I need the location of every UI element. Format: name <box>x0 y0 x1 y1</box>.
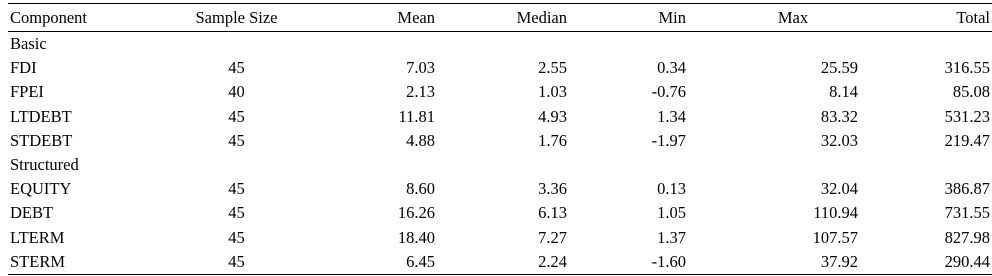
header-median: Median <box>437 4 569 32</box>
cell-total: 316.55 <box>944 58 990 78</box>
cell-sample-size: 45 <box>228 106 245 126</box>
cell-max: 83.32 <box>820 106 858 126</box>
cell-component: LTERM <box>10 227 65 247</box>
cell-median: 2.24 <box>437 250 569 275</box>
group-header-row <box>8 153 992 177</box>
cell-median: 6.13 <box>538 203 567 223</box>
table-body <box>8 32 992 275</box>
cell-component: LTDEBT <box>10 106 72 126</box>
cell-total: 386.87 <box>944 179 990 199</box>
cell-max: 37.92 <box>688 250 860 275</box>
cell-min: -1.60 <box>569 250 688 275</box>
cell-max: 107.57 <box>812 227 858 247</box>
table-row <box>8 56 992 80</box>
header-max: Max <box>688 4 860 32</box>
cell-mean: 6.45 <box>321 250 437 275</box>
header-min: Min <box>569 4 688 32</box>
table-row <box>8 177 992 201</box>
group-header-row <box>8 32 992 57</box>
cell-median: 7.27 <box>538 227 567 247</box>
cell-min: 1.34 <box>657 106 686 126</box>
cell-total: 731.55 <box>944 203 990 223</box>
cell-sample-size: 45 <box>228 203 245 223</box>
cell-mean: 16.26 <box>397 203 435 223</box>
cell-min: 0.13 <box>657 179 686 199</box>
cell-mean: 7.03 <box>406 58 435 78</box>
cell-min: 1.37 <box>657 227 686 247</box>
cell-component: STERM <box>8 250 152 275</box>
group-label-basic: Basic <box>10 34 47 53</box>
cell-mean: 18.40 <box>397 227 435 247</box>
cell-median: 1.03 <box>538 82 567 102</box>
cell-total: 219.47 <box>944 130 990 150</box>
cell-max: 25.59 <box>820 58 858 78</box>
cell-median: 3.36 <box>538 179 567 199</box>
cell-sample-size: 45 <box>152 250 321 275</box>
cell-median: 1.76 <box>538 130 567 150</box>
cell-sample-size: 45 <box>228 179 245 199</box>
cell-min: 0.34 <box>657 58 686 78</box>
cell-mean: 4.88 <box>406 130 435 150</box>
cell-mean: 2.13 <box>406 82 435 102</box>
cell-total: 827.98 <box>944 227 990 247</box>
table-row <box>8 129 992 153</box>
cell-component: STDEBT <box>10 130 73 150</box>
table-row <box>8 201 992 225</box>
cell-component: FPEI <box>10 82 44 102</box>
cell-max: 110.94 <box>813 203 858 223</box>
cell-component: EQUITY <box>10 179 72 199</box>
header-total: Total <box>860 4 992 32</box>
cell-sample-size: 40 <box>228 82 245 102</box>
summary-statistics-table <box>8 3 992 275</box>
cell-total: 290.44 <box>860 250 992 275</box>
cell-min: 1.05 <box>657 203 686 223</box>
table-row <box>8 105 992 129</box>
cell-median: 4.93 <box>538 106 567 126</box>
header-sample-size: Sample Size <box>152 4 321 32</box>
cell-min: -0.76 <box>651 82 686 102</box>
cell-total: 85.08 <box>952 82 990 102</box>
table-row <box>8 80 992 104</box>
cell-sample-size: 45 <box>228 130 245 150</box>
header-row <box>8 4 992 32</box>
cell-max: 32.04 <box>820 179 858 199</box>
table-row <box>8 226 992 250</box>
cell-max: 32.03 <box>820 130 858 150</box>
table-row <box>8 250 992 275</box>
cell-component: FDI <box>10 58 37 78</box>
cell-median: 2.55 <box>538 58 567 78</box>
cell-component: DEBT <box>10 203 54 223</box>
cell-min: -1.97 <box>651 130 686 150</box>
header-mean: Mean <box>321 4 437 32</box>
cell-sample-size: 45 <box>228 227 245 247</box>
header-component: Component <box>8 4 152 32</box>
cell-mean: 8.60 <box>406 179 435 199</box>
cell-max: 8.14 <box>829 82 858 102</box>
group-label-structured: Structured <box>10 155 79 175</box>
cell-sample-size: 45 <box>228 58 245 78</box>
cell-total: 531.23 <box>944 106 990 126</box>
cell-mean: 11.81 <box>398 106 435 126</box>
